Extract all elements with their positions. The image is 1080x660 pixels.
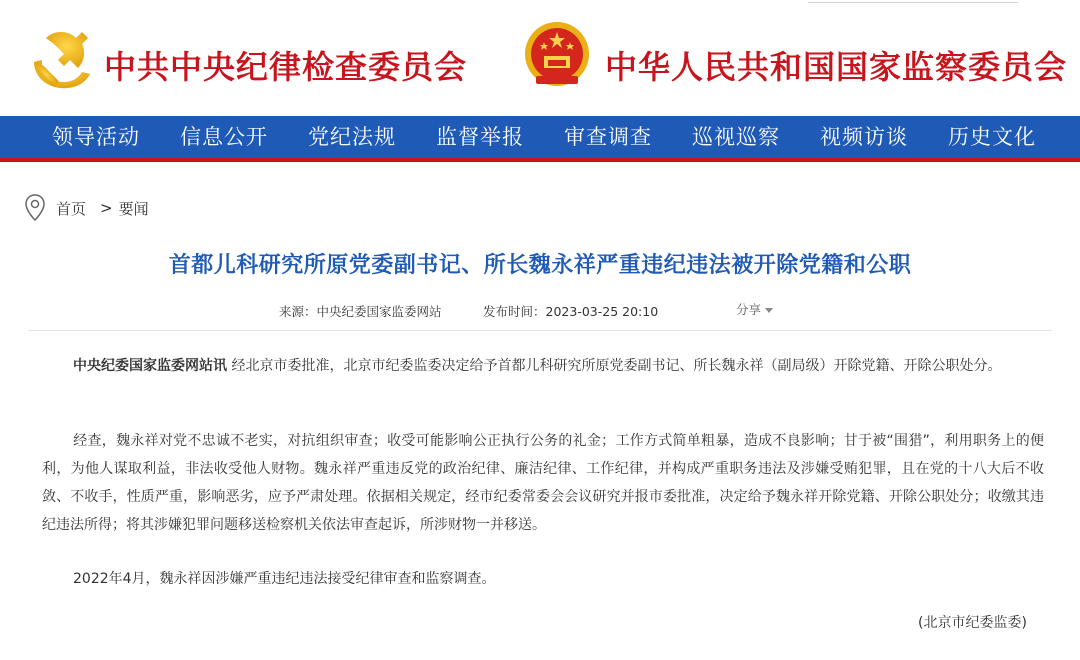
article-title: 首都儿科研究所原党委副书记、所长魏永祥严重违纪违法被开除党籍和公职 xyxy=(168,253,912,278)
site-header xyxy=(0,0,1080,116)
national-emblem-icon[interactable] xyxy=(522,20,592,92)
source-label: 来源： xyxy=(279,304,317,319)
article-paragraph-3 xyxy=(42,565,1044,593)
share-label: 分享 xyxy=(736,302,762,317)
caret-down-icon xyxy=(765,308,773,313)
paragraph-3-text: 2022年4月，魏永祥因涉嫌严重违纪违法接受纪律审查和监察调查。 xyxy=(73,571,496,587)
article-source xyxy=(279,302,442,320)
nsc-commission-title[interactable]: 中华人民共和国国家监察委员会 xyxy=(605,48,1068,86)
article-paragraph-1 xyxy=(42,352,1044,380)
nav-item-video[interactable]: 视频访谈 xyxy=(820,125,908,149)
breadcrumb-home[interactable]: 首页 xyxy=(56,199,87,218)
breadcrumb-separator: > xyxy=(100,199,113,217)
main-navigation xyxy=(0,116,1080,162)
nav-item-report[interactable]: 监督举报 xyxy=(436,125,524,149)
nav-item-info[interactable]: 信息公开 xyxy=(180,125,268,149)
nav-item-regulations[interactable]: 党纪法规 xyxy=(308,125,396,149)
source-value: 中央纪委国家监委网站 xyxy=(316,304,442,319)
nav-item-investigation[interactable]: 审查调查 xyxy=(564,125,652,149)
paragraph-2-text: 经查，魏永祥对党不忠诚不老实，对抗组织审查；收受可能影响公正执行公务的礼金；工作方式简单粗暴，造成不良影响；甘于被“围猎”，利用职务上的便利，为他人谋取利益，非法收受他人财物。魏永祥严重违反党的政治纪律、廉洁纪律、工作纪律，并构成严重职务违法及涉嫌受贿犯罪，且在党的十八大后不收敛、不收手，性质严重，影响恶劣，应予严肃处理。依据相关规定，经市纪委常委会会议研究并报市委批准，决定给予魏永祥开除党籍、开除公职处分；收缴其违纪违法所得；将其涉嫌犯罪问题移送检察机关依法审查起诉，所涉财物一并移送。 xyxy=(42,433,1044,533)
paragraph-1-text: 经北京市委批准，北京市纪委监委决定给予首都儿科研究所原党委副书记、所长魏永祥（副局级）开除党籍、开除公职处分。 xyxy=(227,358,1002,374)
time-value: 2023-03-25 20:10 xyxy=(545,304,659,319)
article-footer-source: (北京市纪委监委) xyxy=(918,615,1027,631)
nav-item-leadership[interactable]: 领导活动 xyxy=(52,125,140,149)
hammer-sickle-icon[interactable] xyxy=(24,24,94,94)
share-button[interactable] xyxy=(736,300,773,318)
nav-item-history[interactable]: 历史文化 xyxy=(948,125,1036,149)
dateline: 中央纪委国家监委网站讯 xyxy=(73,358,227,374)
divider xyxy=(28,330,1052,331)
nav-item-inspection[interactable]: 巡视巡察 xyxy=(692,125,780,149)
breadcrumb-current[interactable]: 要闻 xyxy=(118,199,149,218)
location-pin-icon xyxy=(24,194,46,222)
article-publish-time xyxy=(483,302,658,320)
article-paragraph-2 xyxy=(42,427,1044,539)
breadcrumb xyxy=(24,194,149,222)
time-label: 发布时间： xyxy=(483,304,546,319)
cpc-commission-title[interactable]: 中共中央纪律检查委员会 xyxy=(104,48,468,86)
